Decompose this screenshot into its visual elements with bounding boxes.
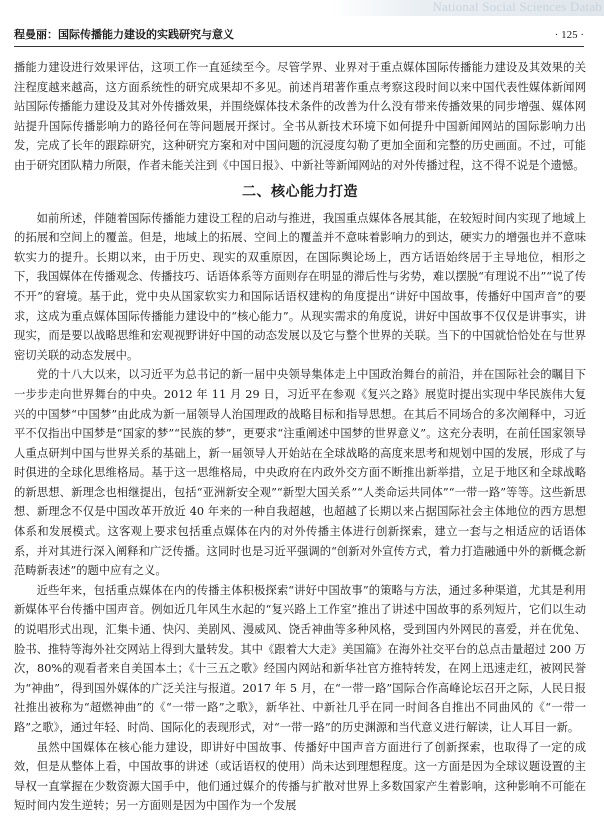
body-paragraph: 近些年来，包括重点媒体在内的传播主体积极探索“讲好中国故事”的策略与方法，通过多种渠道，尤其是利用新媒体平台传播中国声音。例如近几年风生水起的“复兴路上工作室”推出了讲述中国故事的系列短片，它们以生动的说唱形式出现，汇集卡通、快闪、美剧风、漫威风、饶舌神曲等多种风格，受到国内外网民的喜爱，并在优兔、脸书、推特等海外社交网站上得到大量转发。其中《跟着大大走》美国篇》在海外社交平台的总点击量超过 200 万次，80%的观看者来自美国本土；《十三五之歌》经国内网站和新华社官方推特转发，在网上迅速走红，被网民誉为“神曲”，得到国外媒体的广泛关注与报道。2017 年 5 月，在“一带一路”国际合作高峰论坛召开之际，人民日报社推出被称为“超燃神曲”的《“一带一路”之歌》，新华社、中新社几乎在同一时间各自推出不同曲风的《“一带一路”之歌》，通过年轻、时尚、国际化的表现形式，对“一带一路”的历史渊源和当代意义进行解读，让人耳目一新。 [14, 583, 586, 734]
database-watermark: National Social Sciences Datab [432, 0, 602, 14]
running-header: 程曼丽：国际传播能力建设的实践研究与意义 · 125 · [14, 26, 584, 47]
article-body [14, 58, 586, 816]
body-paragraph: 虽然中国媒体在核心能力建设，即讲好中国故事、传播好中国声音方面进行了创新探索，也取得了一定的成效，但是从整体上看，中国故事的讲述（或话语权的使用）尚未达到理想程度。这一方面是因为全球议题设置的主导权一直掌握在少数资源大国手中，他们通过媒介的传播与扩散对世界上多数国家产生着影响，这种影响不可能在短时间内发生逆转；另一方面则是因为中国作为一个发展 [14, 740, 586, 813]
body-paragraph: 播能力建设进行效果评估，这项工作一直延续至今。尽管学界、业界对于重点媒体国际传播能力建设及其效果的关注程度越来越高，这方面系统性的研究成果却不多见。前述肖珺著作重点考察这段时间以来中国代表性媒体新闻网站国际传播能力建设及其对外传播效果，并围绕媒体技术条件的改善为什么没有带来传播效果的同步增强、媒体网站提升国际传播影响力的路径何在等问题展开探讨。全书从新技术环境下如何提升中国新闻网站的国际影响力出发，完成了长年的跟踪研究，这种研究方案和对中国问题的沉浸度勾勒了更加全面和完整的历史画面。不过，可能由于研究团队精力所限，作者未能关注到《中国日报》、中新社等新闻网站的对外传播过程，这不得不说是个遗憾。 [14, 61, 586, 172]
header-author: 程曼丽 [14, 28, 47, 41]
body-paragraph: 如前所述，伴随着国际传播能力建设工程的启动与推进，我国重点媒体各展其能，在较短时间内实现了地域上的拓展和空间上的覆盖。但是，地域上的拓展、空间上的覆盖并不意味着影响力的到达，硬实力的增强也并不意味软实力的提升。长期以来，由于历史、现实的双重原因，在国际舆论场上，西方话语始终居于主导地位，相形之下，我国媒体在传播观念、传播技巧、话语体系等方面则存在明显的滞后性与劣势，难以摆脱“有理说不出”“说了传不开”的窘境。基于此，党中央从国家软实力和国际话语权建构的角度提出“讲好中国故事，传播好中国声音”的要求，这成为重点媒体国际传播能力建设中的“核心能力”。从现实需求的角度说，讲好中国故事不仅仅是讲事实，讲现实，而是要以战略思维和宏观视野讲好中国的动态发展以及它与整个世界的关联。当下的中国就恰恰处在与世界密切关联的动态发展中。 [14, 211, 586, 362]
section-heading: 二、核心能力打造 [242, 183, 358, 200]
page-number: · 125 · [554, 29, 584, 41]
header-article-title: 国际传播能力建设的实践研究与意义 [58, 28, 234, 41]
body-paragraph: 党的十八大以来，以习近平为总书记的新一届中央领导集体走上中国政治舞台的前沿，并在国际社会的瞩目下一步步走向世界舞台的中央。2012 年 11 月 29 日，习近平在参观《复兴之路》展览时提出实现中华民族伟大复兴的中国梦“中国梦”由此成为新一届领导人治国理政的战略目标和指导思想。在其后不同场合的多次阐释中，习近平不仅指出中国梦是“国家的梦”“民族的梦”，更要求“注重阐述中国梦的世界意义”。这充分表明，在前任国家领导人重点研判中国与世界关系的基础上，新一届领导人开始站在全球战略的高度来思考和规划中国的发展，形成了与时俱进的全球化思维格局。基于这一思维格局，中央政府在内政外交方面不断推出新举措，立足于地区和全球战略的新思想、新理念也相继提出，包括“亚洲新安全观”“新型大国关系”“人类命运共同体”“一带一路”等等。这些新思想、新理念不仅是中国改革开放近 40 年来的一种自我超越，也超越了长期以来占据国际社会主体地位的西方思想体系和发展模式。这客观上要求包括重点媒体在内的对外传播主体进行创新探索，建立一套与之相适应的话语体系，并对其进行深入阐释和广泛传播。这同时也是习近平强调的“创新对外宣传方式，着力打造融通中外的新概念新范畴新表述”的题中应有之义。 [14, 368, 586, 578]
